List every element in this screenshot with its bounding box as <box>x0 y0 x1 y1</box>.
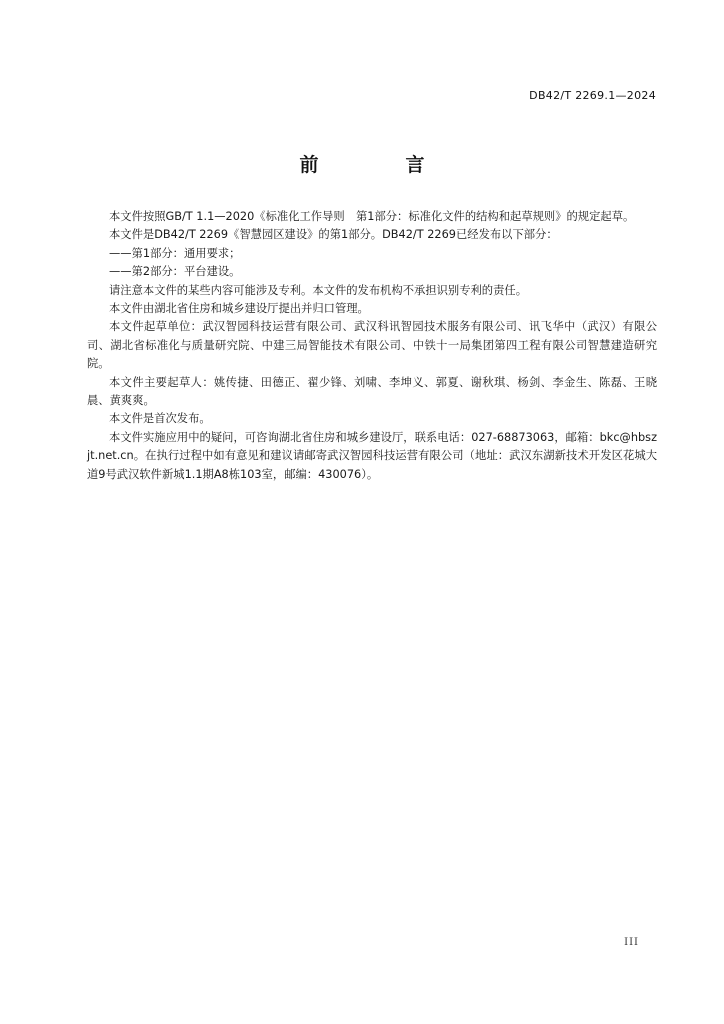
standard-code: DB42/T 2269.1—2024 <box>529 89 656 102</box>
paragraph-drafters: 本文件主要起草人：姚传捷、田德正、翟少锋、刘啸、李坤义、郭夏、谢秋琪、杨剑、李金生、陈磊、王晓晨、黄爽爽。 <box>87 375 657 408</box>
paragraph-contact: 本文件实施应用中的疑问，可咨询湖北省住房和城乡建设厅，联系电话：027-68873063，邮箱：bkc@hbszjt.net.cn。在执行过程中如有意见和建议请邮寄武汉智园科技运营有限公司（地址：武汉东湖新技术开发区花城大道9号武汉软件新城1.1期A8栋103室，邮编：430076）。 <box>87 430 657 481</box>
paragraph-proposer: 本文件由湖北省住房和城乡建设厅提出并归口管理。 <box>109 302 369 316</box>
paragraph-part-2: ——第2部分：平台建设。 <box>109 265 241 279</box>
page-title: 前 言 <box>299 154 459 176</box>
foreword-body <box>87 208 657 484</box>
paragraph-drafting-rules: 本文件按照GB/T 1.1—2020《标准化工作导则 第1部分：标准化文件的结构和起草规则》的规定起草。 <box>109 210 635 223</box>
paragraph-first-release: 本文件是首次发布。 <box>109 412 211 426</box>
paragraph-series-parts: 本文件是DB42/T 2269《智慧园区建设》的第1部分。DB42/T 2269已经发布以下部分： <box>109 228 558 242</box>
paragraph-part-1: ——第1部分：通用要求； <box>109 246 241 260</box>
paragraph-patent-notice: 请注意本文件的某些内容可能涉及专利。本文件的发布机构不承担识别专利的责任。 <box>109 283 527 297</box>
page-number: III <box>624 937 639 948</box>
paragraph-drafting-units: 本文件起草单位：武汉智园科技运营有限公司、武汉科讯智园技术服务有限公司、讯飞华中（武汉）有限公司、湖北省标准化与质量研究院、中建三局智能技术有限公司、中铁十一局集团第四工程有限公司智慧建造研究院。 <box>87 320 657 371</box>
